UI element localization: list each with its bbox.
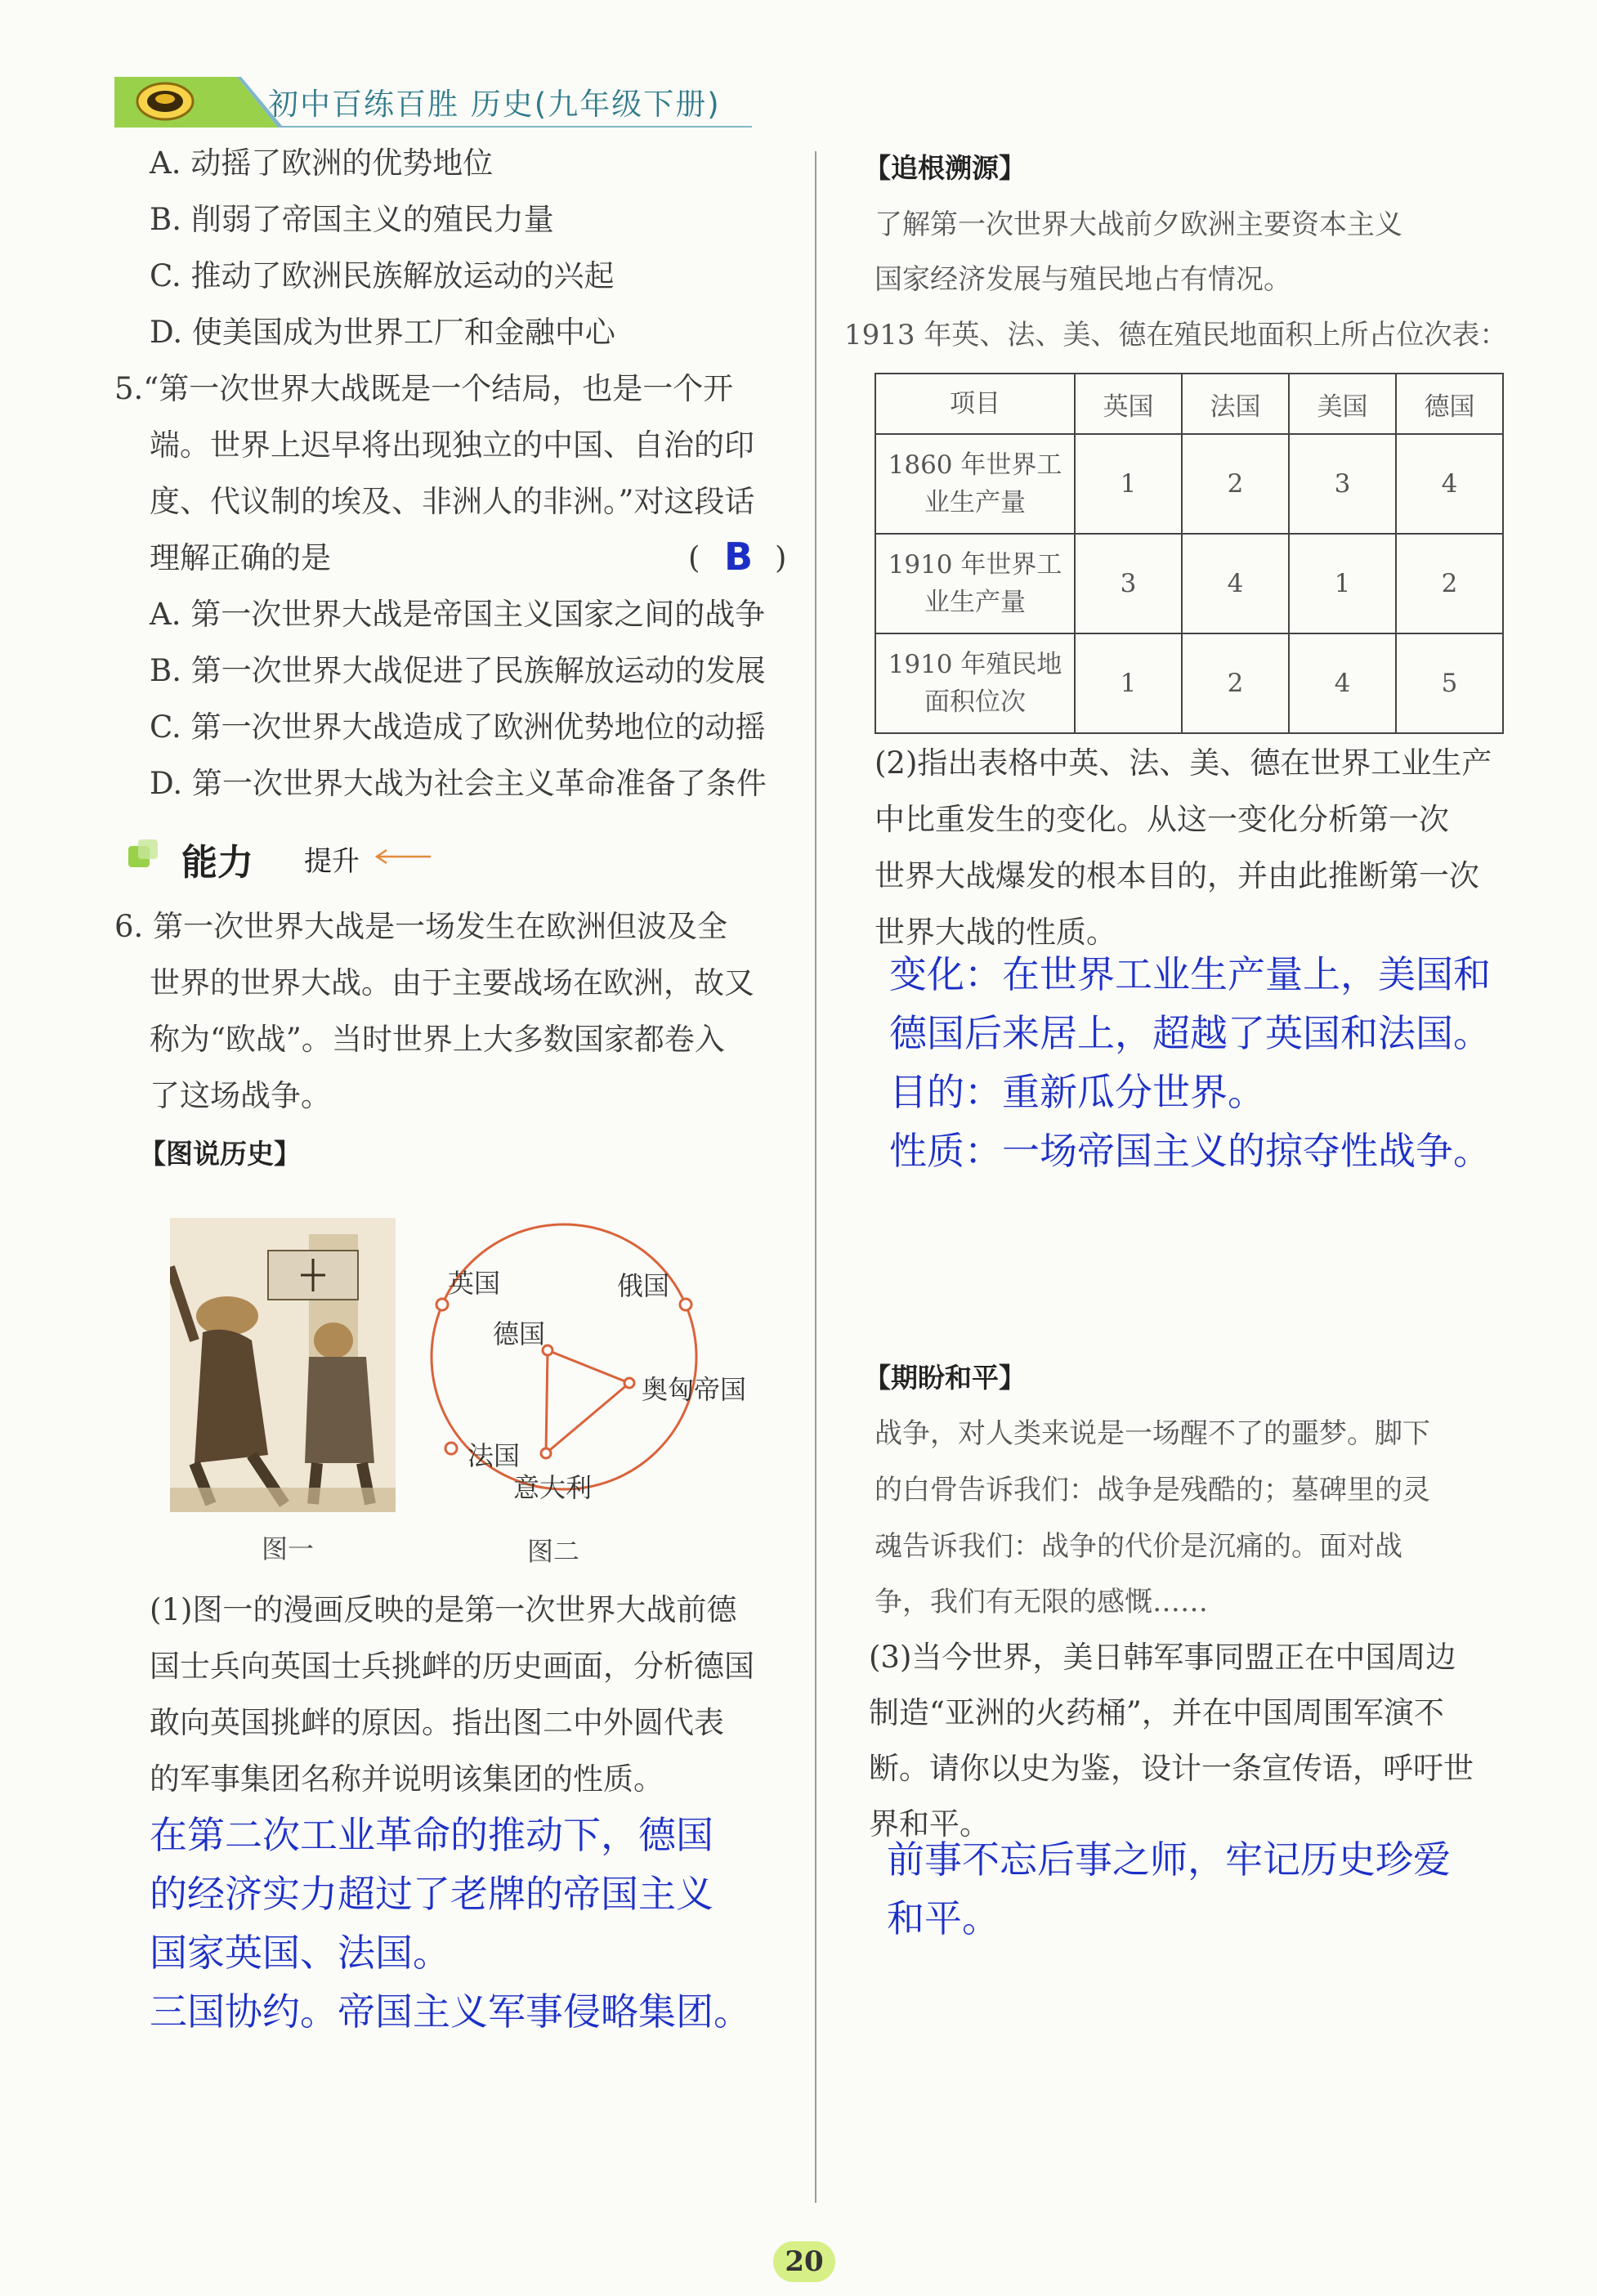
table-row xyxy=(875,534,1503,633)
q4-option-a: A. 动摇了欧洲的优势地位 xyxy=(150,145,494,181)
qipan-line-2: 的白骨告诉我们：战争是残酷的；墓碑里的灵 xyxy=(875,1474,1430,1506)
q6-1-line-3: 敢向英国挑衅的原因。指出图二中外圆代表 xyxy=(150,1705,724,1740)
q2-line-1: (2)指出表格中英、法、美、德在世界工业生产 xyxy=(875,745,1492,781)
label-france: 法国 xyxy=(467,1440,521,1471)
q4-option-d: D. 使美国成为世界工厂和金融中心 xyxy=(150,315,615,350)
q6-line-2: 世界的世界大战。由于主要战场在欧洲，故又 xyxy=(150,965,754,1000)
answer2-line-4: 性质：一场帝国主义的掠夺性战争。 xyxy=(889,1129,1491,1173)
header-title: 初中百练百胜 历史(九年级下册) xyxy=(268,87,721,122)
qipan-line-3: 魂告诉我们：战争的代价是沉痛的。面对战 xyxy=(875,1530,1402,1563)
table-caption: 1913 年英、法、美、德在殖民地面积上所占位次表： xyxy=(844,319,1508,351)
cartoon-image xyxy=(170,1218,396,1512)
fig1-label: 图一 xyxy=(262,1533,315,1564)
q4-option-c: C. 推动了欧洲民族解放运动的兴起 xyxy=(150,258,615,293)
q5-option-a: A. 第一次世界大战是帝国主义国家之间的战争 xyxy=(150,597,766,632)
zhuigen-title: 【追根溯源】 xyxy=(864,152,1026,184)
table-cell: 4 xyxy=(1182,534,1289,633)
table-header-cell: 法国 xyxy=(1182,374,1289,434)
table-cell: 3 xyxy=(1289,434,1396,534)
q5-line-2: 端。世界上迟早将出现独立的中国、自治的印 xyxy=(150,427,754,463)
table-cell: 1 xyxy=(1075,434,1182,534)
table-row-label: 1910 年世界工业生产量 xyxy=(875,534,1075,633)
alliance-diagram xyxy=(409,1202,719,1512)
table-header-cell: 项目 xyxy=(875,374,1075,434)
label-uk: 英国 xyxy=(448,1268,501,1299)
table-header-cell: 德国 xyxy=(1396,374,1503,434)
q6-line-3: 称为“欧战”。当时世界上大多数国家都卷入 xyxy=(150,1022,725,1057)
table-header-cell: 美国 xyxy=(1289,374,1396,434)
q5-paren-close: ) xyxy=(775,540,787,575)
q5-line-1: 5.“第一次世界大战既是一个结局，也是一个开 xyxy=(114,371,734,406)
q2-line-2: 中比重发生的变化。从这一变化分析第一次 xyxy=(875,802,1449,837)
answer1-line-4: 三国协约。帝国主义军事侵略集团。 xyxy=(150,1989,751,2034)
logo-icon xyxy=(121,74,235,126)
answer1-line-1: 在第二次工业革命的推动下，德国 xyxy=(150,1813,714,1857)
answer3-line-1: 前事不忘后事之师，牢记历史珍爱 xyxy=(887,1837,1451,1882)
q6-line-4: 了这场战争。 xyxy=(150,1078,331,1113)
table-cell: 4 xyxy=(1396,434,1503,534)
q3-line-3: 断。请你以史为鉴，设计一条宣传语，呼吁世 xyxy=(869,1751,1474,1786)
table-row-label: 1860 年世界工业生产量 xyxy=(875,434,1075,534)
label-austria-hungary: 奥匈帝国 xyxy=(642,1374,747,1405)
table-cell: 2 xyxy=(1396,534,1503,633)
table-row xyxy=(875,633,1503,733)
answer2-line-3: 目的：重新瓜分世界。 xyxy=(889,1070,1265,1114)
qipan-line-1: 战争，对人类来说是一场醒不了的噩梦。脚下 xyxy=(875,1417,1430,1450)
q5-option-b: B. 第一次世界大战促进了民族解放运动的发展 xyxy=(150,653,766,688)
arrow-decoration-icon xyxy=(372,848,433,865)
page-number: 20 xyxy=(773,2241,835,2282)
answer1-line-3: 国家英国、法国。 xyxy=(150,1931,450,1975)
qipan-line-4: 争，我们有无限的感慨…… xyxy=(875,1586,1208,1618)
zhuigen-line-1: 了解第一次世界大战前夕欧洲主要资本主义 xyxy=(875,208,1402,241)
table-cell: 2 xyxy=(1182,633,1289,733)
table-cell: 4 xyxy=(1289,633,1396,733)
q6-line-1: 6. 第一次世界大战是一场发生在欧洲但波及全 xyxy=(114,909,728,944)
answer2-line-2: 德国后来居上，超越了英国和法国。 xyxy=(889,1011,1491,1055)
zhuigen-line-2: 国家经济发展与殖民地占有情况。 xyxy=(875,263,1291,296)
rank-table xyxy=(875,373,1504,734)
q2-line-4: 世界大战的性质。 xyxy=(875,915,1116,950)
q2-line-3: 世界大战爆发的根本目的，并由此推断第一次 xyxy=(875,858,1479,893)
q5-option-c: C. 第一次世界大战造成了欧洲优势地位的动摇 xyxy=(150,709,766,745)
table-header-cell: 英国 xyxy=(1075,374,1182,434)
table-header-row xyxy=(875,374,1503,434)
qipan-title: 【期盼和平】 xyxy=(864,1362,1026,1394)
section-icon xyxy=(127,838,159,871)
table-row xyxy=(875,434,1503,534)
table-cell: 1 xyxy=(1289,534,1396,633)
answer3-line-2: 和平。 xyxy=(887,1896,1000,1940)
answer2-line-1: 变化：在世界工业生产量上，美国和 xyxy=(889,952,1491,996)
q5-paren-open: ( xyxy=(688,540,700,575)
q5-option-d: D. 第一次世界大战为社会主义革命准备了条件 xyxy=(150,766,767,801)
q3-line-4: 界和平。 xyxy=(869,1806,990,1842)
answer1-line-2: 的经济实力超过了老牌的帝国主义 xyxy=(150,1872,714,1916)
table-cell: 3 xyxy=(1075,534,1182,633)
column-divider xyxy=(815,151,816,2203)
q5-line-3: 度、代议制的埃及、非洲人的非洲。”对这段话 xyxy=(150,484,755,519)
q6-1-line-1: (1)图一的漫画反映的是第一次世界大战前德 xyxy=(150,1592,737,1627)
tushuo-title: 【图说历史】 xyxy=(139,1138,301,1170)
table-cell: 2 xyxy=(1182,434,1289,534)
section-title: 能力 xyxy=(181,842,253,884)
q5-answer: B xyxy=(724,535,754,579)
fig2-label: 图二 xyxy=(527,1536,580,1567)
table-row-label: 1910 年殖民地面积位次 xyxy=(875,633,1075,733)
section-subtitle: 提升 xyxy=(304,845,360,878)
table-cell: 5 xyxy=(1396,633,1503,733)
q4-option-b: B. 削弱了帝国主义的殖民力量 xyxy=(150,202,554,237)
q6-1-line-4: 的军事集团名称并说明该集团的性质。 xyxy=(150,1761,664,1797)
q6-1-line-2: 国士兵向英国士兵挑衅的历史画面，分析德国 xyxy=(150,1649,754,1684)
label-italy: 意大利 xyxy=(513,1472,593,1503)
q3-line-2: 制造“亚洲的火药桶”，并在中国周围军演不 xyxy=(869,1695,1444,1730)
q3-line-1: (3)当今世界，美日韩军事同盟正在中国周边 xyxy=(869,1640,1456,1675)
table-cell: 1 xyxy=(1075,633,1182,733)
q5-line-4: 理解正确的是 xyxy=(150,540,331,575)
label-germany: 德国 xyxy=(493,1318,546,1349)
label-russia: 俄国 xyxy=(617,1270,670,1301)
